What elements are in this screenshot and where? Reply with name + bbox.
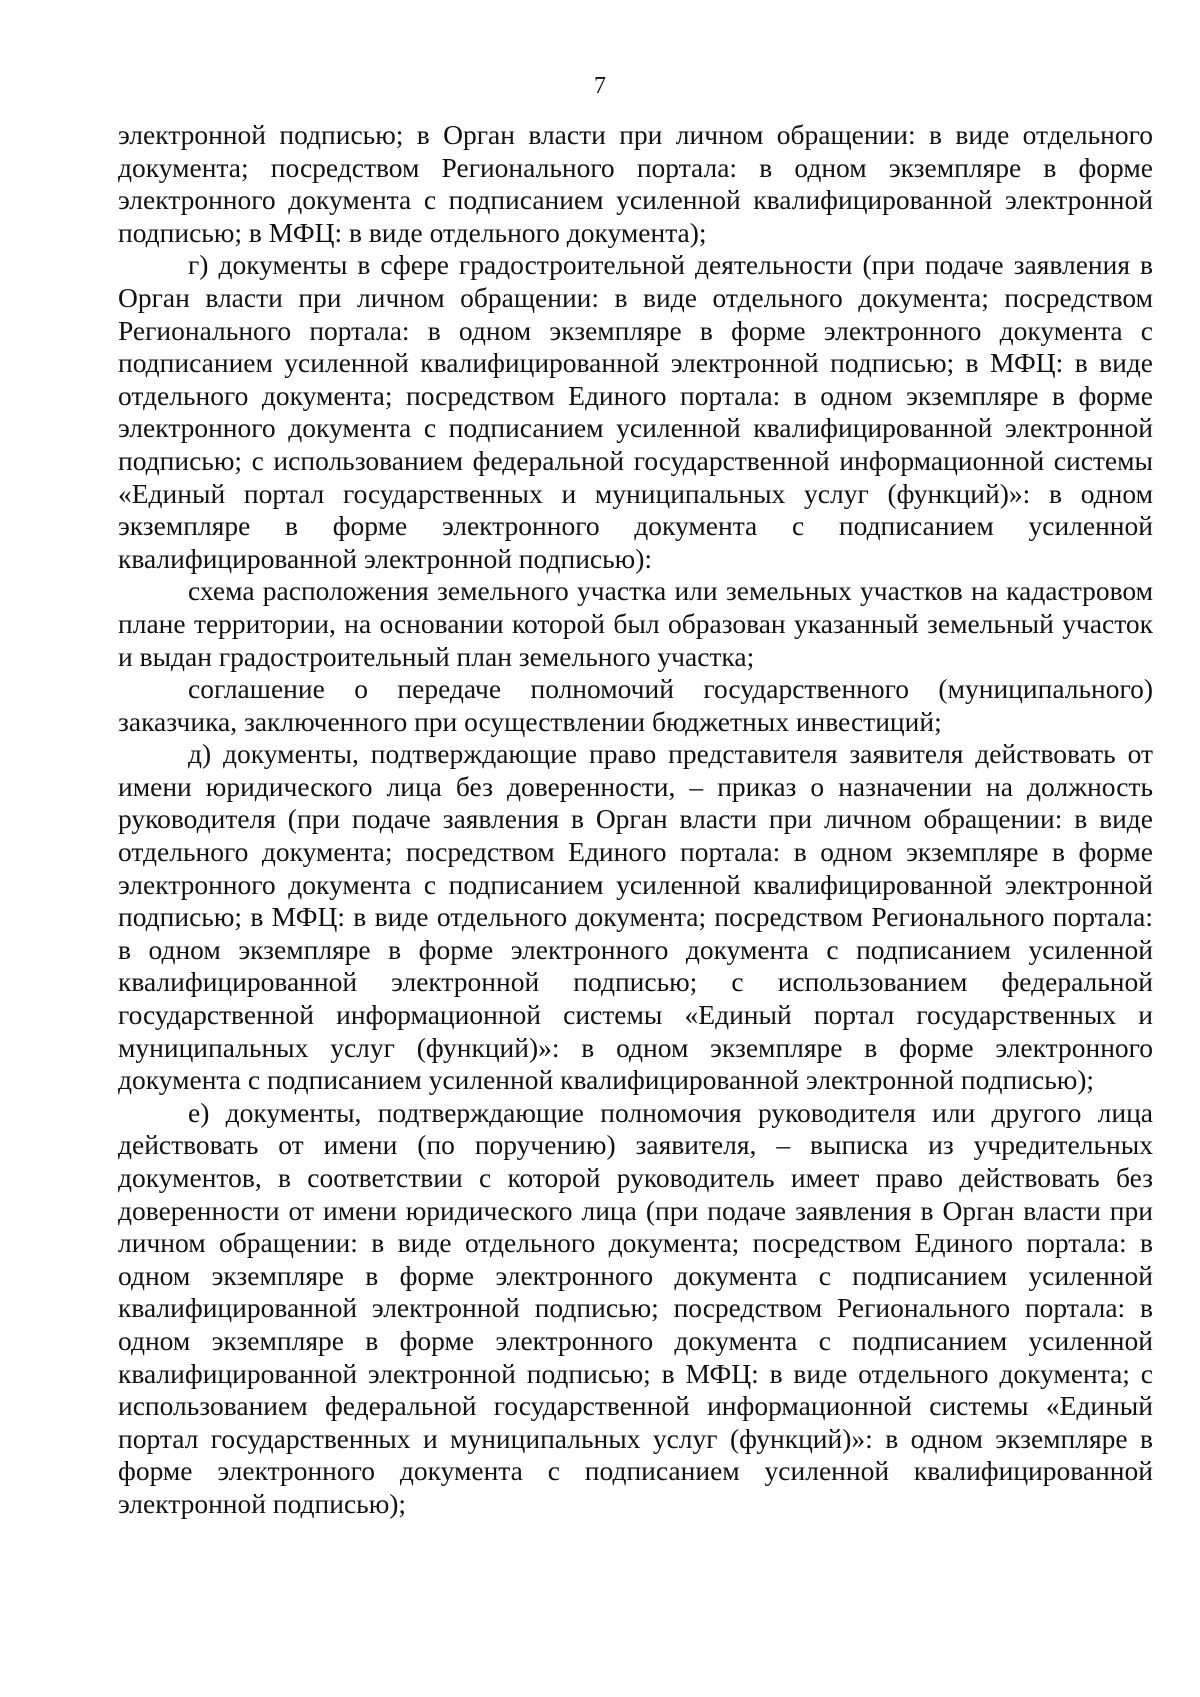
paragraph-continuation: электронной подписью; в Орган власти при личном обращении: в виде отдельного документа; посредством Регионального портала: в одном экземпляре в форме электронного документа с подписанием усиленной квалифицированной электронной подписью; в МФЦ: в виде отдельного документа); <box>118 119 1153 248</box>
paragraph-item-e: е) документы, подтверждающие полномочия руководителя или другого лица действовать от имени (по поручению) заявителя, – выписка из учредительных документов, в соответствии с которой руководитель имеет право действовать без доверенности от имени юридического лица (при подаче заявления в Орган власти при личном обращении: в виде отдельного документа; посредством Единого портала: в одном экземпляре в форме электронного документа с подписанием усиленной квалифицированной электронной подписью; посредством Регионального портала: в одном экземпляре в форме электронного документа с подписанием усиленной квалифицированной электронной подписью; в МФЦ: в виде отдельного документа; с использованием федеральной государственной информационной системы «Единый портал государственных и муниципальных услуг (функций)»: в одном экземпляре в форме электронного документа с подписанием усиленной квалифицированной электронной подписью); <box>118 1096 1153 1519</box>
page-number: 7 <box>594 73 606 99</box>
paragraph-land-plot-scheme: схема расположения земельного участка или земельных участков на кадастровом плане территории, на основании которой был образован указанный земельный участок и выдан градостроительный план земельного участка; <box>118 575 1153 672</box>
paragraph-agreement: соглашение о передаче полномочий государственного (муниципального) заказчика, заключенного при осуществлении бюджетных инвестиций; <box>118 673 1153 737</box>
paragraph-item-d: д) документы, подтверждающие право представителя заявителя действовать от имени юридического лица без доверенности, – приказ о назначении на должность руководителя (при подаче заявления в Орган власти при личном обращении: в виде отдельного документа; посредством Единого портала: в одном экземпляре в форме электронного документа с подписанием усиленной квалифицированной электронной подписью; в МФЦ: в виде отдельного документа; посредством Регионального портала: в одном экземпляре в форме электронного документа с подписанием усиленной квалифицированной электронной подписью; с использованием федеральной государственной информационной системы «Единый портал государственных и муниципальных услуг (функций)»: в одном экземпляре в форме электронного документа с подписанием усиленной квалифицированной электронной подписью); <box>118 738 1153 1096</box>
document-body <box>118 119 1153 1521</box>
paragraph-item-g: г) документы в сфере градостроительной деятельности (при подаче заявления в Орган власти при личном обращении: в виде отдельного документа; посредством Регионального портала: в одном экземпляре в форме электронного документа с подписанием усиленной квалифицированной электронной подписью; в МФЦ: в виде отдельного документа; посредством Единого портала: в одном экземпляре в форме электронного документа с подписанием усиленной квалифицированной электронной подписью; с использованием федеральной государственной информационной системы «Единый портал государственных и муниципальных услуг (функций)»: в одном экземпляре в форме электронного документа с подписанием усиленной квалифицированной электронной подписью): <box>118 249 1153 574</box>
